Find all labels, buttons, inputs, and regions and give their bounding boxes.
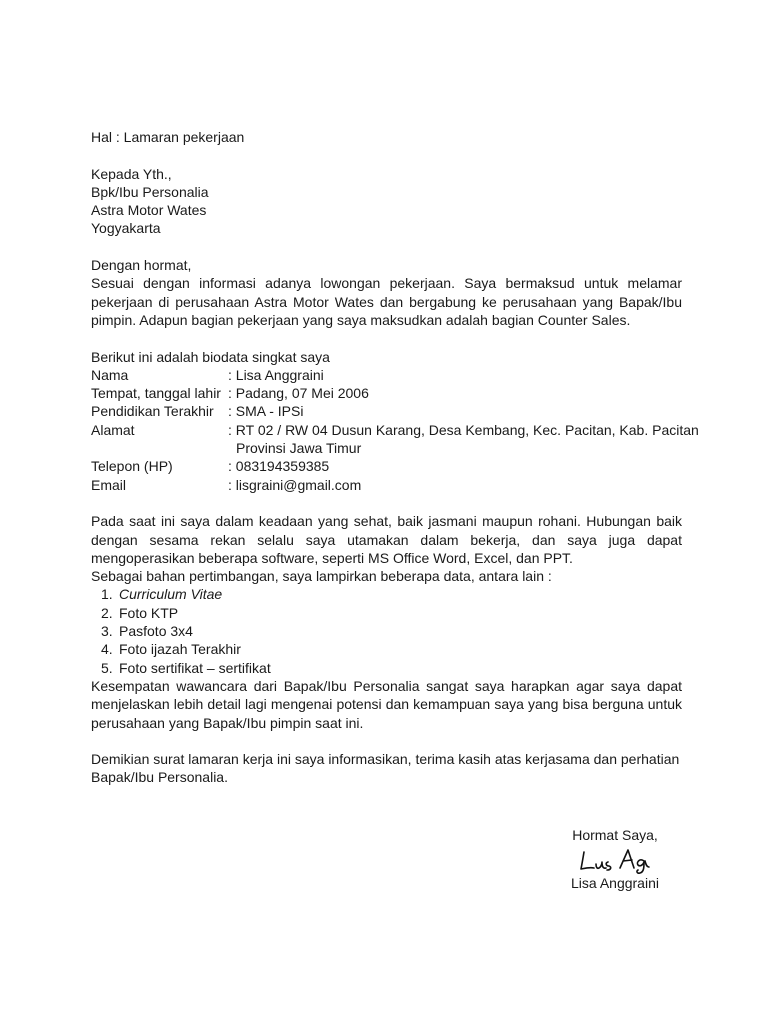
list-text: Curriculum Vitae (119, 586, 223, 603)
list-text: Foto ijazah Terakhir (119, 641, 241, 658)
health-paragraph (91, 512, 682, 567)
signoff-salutation: Hormat Saya, (572, 827, 658, 843)
attachments-list (91, 585, 682, 676)
list-text: Foto sertifikat – sertifikat (119, 659, 271, 676)
biodata-table (91, 366, 699, 494)
greeting: Dengan hormat, (91, 257, 192, 274)
paragraph-line: Sesuai dengan informasi adanya lowongan pekerjaan. Saya bermaksud untuk melamar (91, 275, 682, 292)
biodata-value-continuation: Provinsi Jawa Timur (236, 440, 362, 457)
attachments-intro: Sebagai bahan pertimbangan, saya lampirkan beberapa data, antara lain : (91, 568, 552, 585)
letter-body (91, 128, 699, 787)
paragraph-line: Pada saat ini saya dalam keadaan yang sehat, baik jasmani maupun rohani. Hubungan baik (91, 513, 682, 530)
list-item (91, 622, 682, 640)
list-number: 5. (101, 659, 113, 676)
paragraph-line: pekerjaan di perusahaan Astra Motor Wates dan bergabung ke perusahaan yang Bapak/Ibu (91, 293, 682, 310)
list-number: 3. (101, 623, 113, 640)
biodata-label: Alamat (91, 421, 135, 438)
paragraph-line: pimpin. Adapun bagian pekerjaan yang saya maksudkan adalah bagian Counter Sales. (91, 311, 631, 328)
list-item (91, 659, 682, 677)
subject-line: Hal : Lamaran pekerjaan (91, 129, 245, 145)
list-number: 4. (101, 641, 113, 658)
handwritten-signature (578, 846, 652, 874)
body-section (91, 512, 682, 732)
biodata-value: : lisgraini@gmail.com (228, 476, 362, 493)
biodata-label: Nama (91, 366, 129, 383)
paragraph-line: Demikian surat lamaran kerja ini saya informasikan, terima kasih atas kerjasama dan perhatian (91, 751, 680, 768)
intro-paragraph (91, 274, 682, 329)
biodata-label: Pendidikan Terakhir (91, 403, 214, 420)
biodata-label: Email (91, 476, 127, 493)
paragraph-line: mengoperasikan beberapa software, seperti MS Office Word, Excel, dan PPT. (91, 549, 573, 566)
biodata-value: : 083194359385 (228, 458, 330, 475)
biodata-label: Telepon (HP) (91, 458, 173, 475)
recipient-line: Astra Motor Wates (91, 202, 207, 219)
biodata-label: Tempat, tanggal lahir (91, 385, 221, 402)
intro-block (91, 256, 682, 329)
biodata-value: : RT 02 / RW 04 Dusun Karang, Desa Kembang, Kec. Pacitan, Kab. Pacitan (228, 421, 699, 438)
biodata-heading: Berikut ini adalah biodata singkat saya (91, 348, 330, 365)
list-item (91, 604, 682, 622)
list-text: Foto KTP (119, 604, 179, 621)
list-text: Pasfoto 3x4 (119, 623, 193, 640)
biodata-value: : Padang, 07 Mei 2006 (228, 385, 369, 402)
recipient-block (91, 165, 682, 238)
paragraph-line: perusahaan yang Bapak/Ibu pimpin saat ini. (91, 714, 364, 731)
biodata-section (91, 348, 699, 494)
interview-paragraph (91, 677, 682, 732)
paragraph-line: Kesempatan wawancara dari Bapak/Ibu Personalia sangat saya harapkan agar saya dapat (91, 677, 682, 694)
list-item (91, 640, 682, 658)
list-number: 2. (101, 604, 113, 621)
paragraph-line: dengan sesama rekan selalu saya utamakan dalam bekerja, dan saya juga dapat (91, 531, 682, 548)
signer-name: Lisa Anggraini (571, 875, 659, 892)
paragraph-line: menjelaskan lebih detail lagi mengenai potensi dan kemampuan saya yang bisa berguna untuk (91, 696, 682, 713)
closing-paragraph (91, 750, 682, 787)
recipient-line: Yogyakarta (91, 220, 161, 237)
signoff-block (560, 826, 670, 893)
biodata-value: : SMA - IPSi (228, 403, 304, 420)
recipient-line: Kepada Yth., (91, 165, 172, 182)
biodata-value: : Lisa Anggraini (228, 366, 324, 383)
list-number: 1. (101, 586, 113, 603)
paragraph-line: Bapak/Ibu Personalia. (91, 769, 228, 786)
list-item (91, 585, 682, 603)
recipient-line: Bpk/Ibu Personalia (91, 183, 209, 200)
